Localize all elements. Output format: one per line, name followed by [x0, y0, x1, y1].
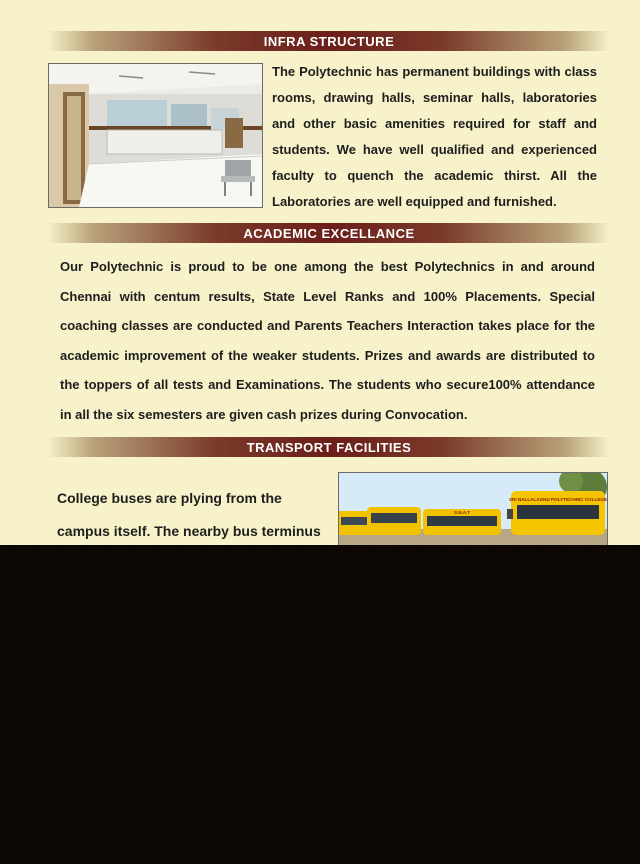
transport-description: College buses are plying from the campus itself. The nearby bus terminus	[57, 490, 321, 539]
section-heading-academic: ACADEMIC EXCELLANCE	[243, 225, 415, 241]
college-buses-photo	[338, 472, 608, 546]
section-banner-infra	[48, 31, 610, 51]
section-banner-academic	[48, 223, 610, 243]
infra-description: The Polytechnic has permanent buildings with class rooms, drawing halls, seminar halls, laboratories and other basic amenities required for staff and students. We have well qualified and experienced faculty to quench the academic thirst. All the Laboratories are well equipped and furnished.	[272, 64, 597, 209]
section-heading-transport: TRANSPORT FACILITIES	[246, 439, 412, 455]
bus-label-college: SRI NALLALAGHU POLYTECHNIC COLLEGE	[508, 497, 607, 502]
section-banner-transport	[48, 437, 610, 457]
academic-description: Our Polytechnic is proud to be one among the best Polytechnics in and around Chennai with centum results, State Level Ranks and 100% Placements. Special coaching classes are conducted and Parents Teachers Interaction takes place for the academic improvement of the weaker students. Prizes and awards are distributed to the toppers of all tests and Examinations. The students who secure100% attendance in all the six semesters are given cash prizes during Convocation.	[60, 259, 595, 422]
dark-overlay-region	[0, 545, 640, 864]
infrastructure-photo	[48, 63, 263, 208]
section-heading-infra: INFRA STRUCTURE	[263, 33, 395, 49]
bus-label-snat: S.N.A.T	[453, 510, 471, 515]
